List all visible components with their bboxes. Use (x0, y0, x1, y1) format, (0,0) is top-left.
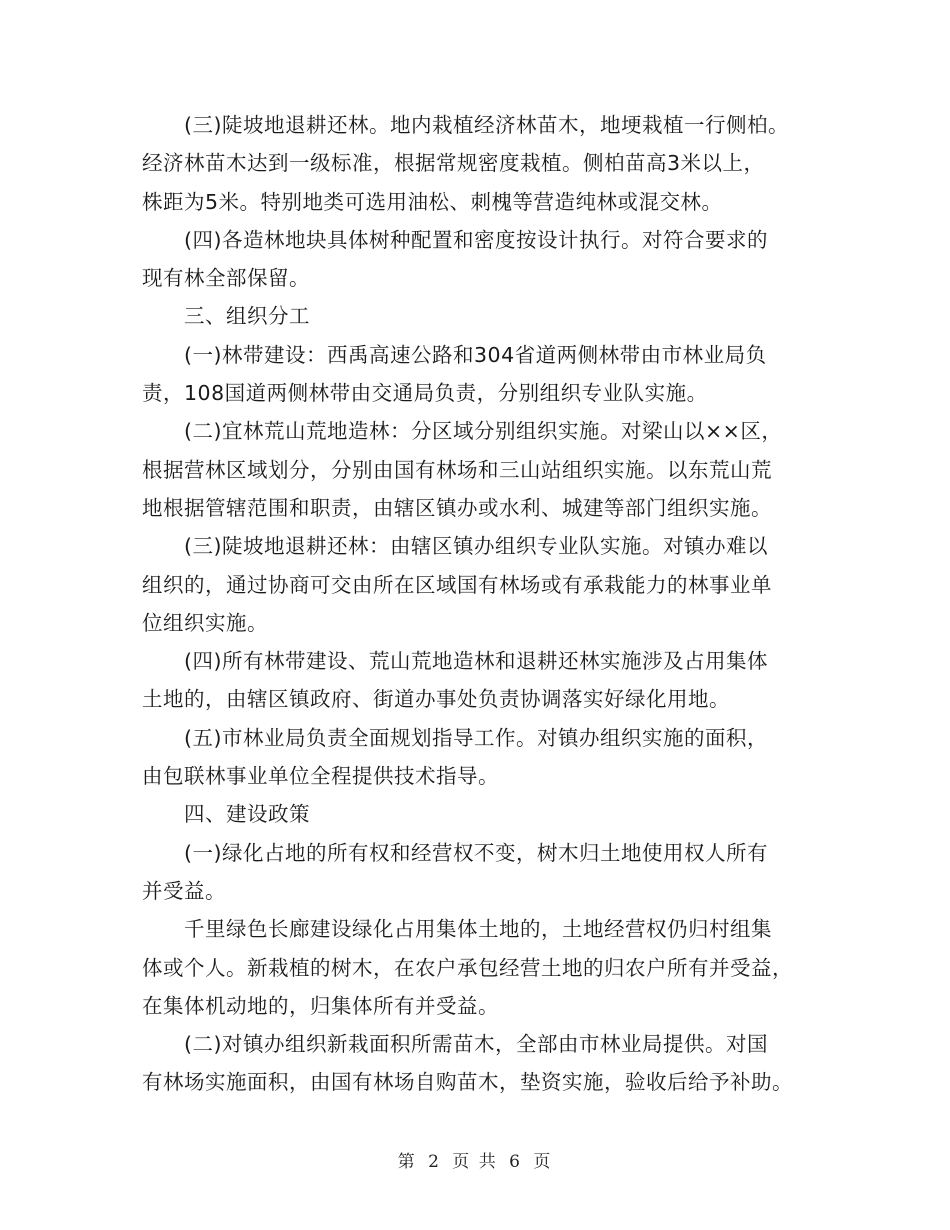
footer-suffix: 页 (533, 1152, 553, 1172)
paragraph (142, 527, 814, 642)
paragraph-line: (五)市林业局负责全面规划指导工作。对镇办组织实施的面积， (184, 725, 768, 750)
paragraph-line: 在集体机动地的，归集体所有并受益。 (142, 993, 499, 1018)
paragraph-line: 株距为5米。特别地类可选用油松、刺槐等营造纯林或混交林。 (142, 189, 723, 214)
paragraph-line: 体或个人。新栽植的树木，在农户承包经营土地的归农户所有并受益， (142, 955, 793, 980)
paragraph (142, 412, 814, 527)
paragraph-line: 责，108国道两侧林带由交通局负责，分别组织专业队实施。 (142, 381, 708, 406)
paragraph-line: 位组织实施。 (142, 610, 268, 635)
paragraph (142, 719, 814, 796)
footer-current-page: 2 (428, 1152, 441, 1172)
paragraph-line: 地根据管辖范围和职责，由辖区镇办或水利、城建等部门组织实施。 (142, 495, 772, 520)
paragraph (142, 297, 814, 335)
paragraph-line: (四)所有林带建设、荒山荒地造林和退耕还林实施涉及占用集体 (184, 649, 768, 674)
paragraph-line: 由包联林事业单位全程提供技术指导。 (142, 764, 499, 789)
paragraph-line: (一)林带建设：西禹高速公路和304省道两侧林带由市林业局负 (184, 342, 767, 367)
footer-middle: 页 共 (452, 1152, 498, 1172)
paragraph-line: 根据营林区域划分，分别由国有林场和三山站组织实施。以东荒山荒 (142, 457, 772, 482)
footer-total-pages: 6 (509, 1152, 522, 1172)
paragraph-line: (四)各造林地块具体树种配置和密度按设计执行。对符合要求的 (184, 227, 768, 252)
paragraph (142, 795, 814, 833)
paragraph-line: 并受益。 (142, 878, 226, 903)
paragraph (142, 106, 814, 221)
paragraph (142, 221, 814, 298)
paragraph (142, 910, 814, 1025)
paragraph-line: 千里绿色长廊建设绿化占用集体土地的，土地经营权仍归村组集 (184, 917, 772, 942)
page-footer (0, 1147, 950, 1172)
paragraph-line: 三、组织分工 (184, 304, 310, 329)
document-body (142, 106, 814, 1102)
paragraph (142, 336, 814, 413)
paragraph-line: 现有林全部保留。 (142, 266, 310, 291)
paragraph-line: 土地的，由辖区镇政府、街道办事处负责协调落实好绿化用地。 (142, 687, 730, 712)
paragraph-line: 四、建设政策 (184, 802, 310, 827)
paragraph-line: (二)宜林荒山荒地造林：分区域分别组织实施。对梁山以××区， (184, 419, 783, 444)
paragraph (142, 642, 814, 719)
paragraph-line: (三)陡坡地退耕还林。地内栽植经济林苗木，地埂栽植一行侧柏。 (184, 113, 789, 137)
paragraph-line: (一)绿化占地的所有权和经营权不变，树木归土地使用权人所有 (184, 840, 768, 865)
footer-prefix: 第 (397, 1152, 417, 1172)
paragraph-line: (二)对镇办组织新栽面积所需苗木，全部由市林业局提供。对国 (184, 1032, 768, 1057)
paragraph-line: 经济林苗木达到一级标准，根据常规密度栽植。侧柏苗高3米以上， (142, 151, 765, 176)
paragraph-line: 组织的，通过协商可交由所在区域国有林场或有承栽能力的林事业单 (142, 572, 772, 597)
paragraph (142, 834, 814, 911)
paragraph (142, 1025, 814, 1102)
paragraph-line: (三)陡坡地退耕还林：由辖区镇办组织专业队实施。对镇办难以 (184, 534, 768, 559)
paragraph-line: 有林场实施面积，由国有林场自购苗木，垫资实施，验收后给予补助。 (142, 1070, 793, 1095)
